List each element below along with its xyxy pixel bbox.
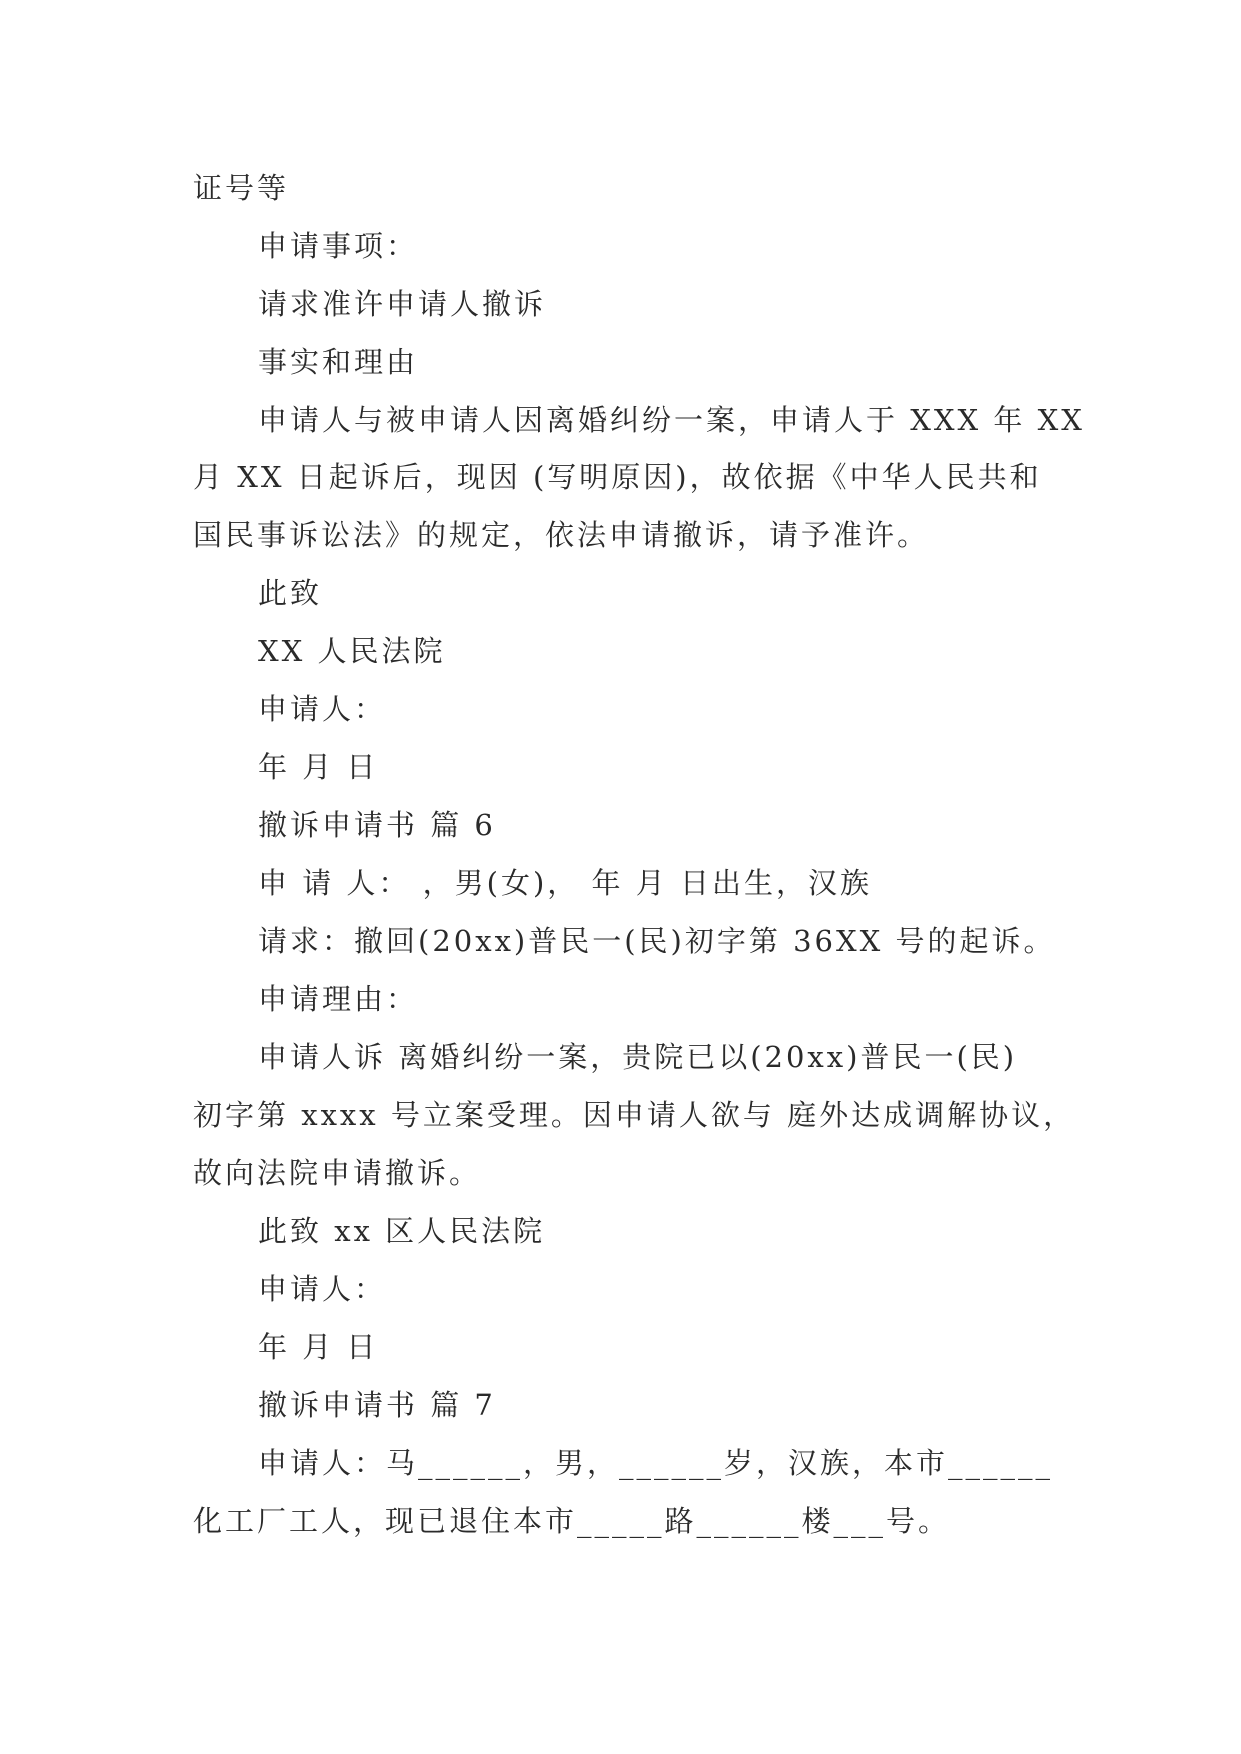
- paragraph-line: 申请人与被申请人因离婚纠纷一案，申请人于 XXX 年 XX: [258, 403, 1085, 437]
- section-title-7: 撤诉申请书 篇 7: [258, 1388, 496, 1422]
- text-line: 证号等: [193, 171, 290, 205]
- paragraph-line: 申请人诉 离婚纠纷一案，贵院已以(20xx)普民一(民): [258, 1040, 1018, 1074]
- salutation: 此致 xx 区人民法院: [258, 1214, 546, 1248]
- paragraph-line: 月 XX 日起诉后，现因 (写明原因)，故依据《中华人民共和: [193, 460, 1042, 494]
- text-line: 请求准许申请人撤诉: [258, 287, 547, 321]
- section-heading-request-items: 申请事项：: [258, 229, 419, 263]
- request-line: 请求：撤回(20xx)普民一(民)初字第 36XX 号的起诉。: [258, 924, 1056, 958]
- paragraph-line: 国民事诉讼法》的规定，依法申请撤诉，请予准许。: [193, 518, 930, 552]
- date-line: 年 月 日: [258, 1330, 379, 1364]
- paragraph-line: 故向法院申请撤诉。: [193, 1156, 482, 1190]
- applicant-info: 化工厂工人，现已退住本市_____路______楼___号。: [193, 1504, 951, 1538]
- section-heading-reasons: 申请理由：: [258, 982, 419, 1016]
- section-title-6: 撤诉申请书 篇 6: [258, 808, 496, 842]
- salutation: 此致: [258, 576, 323, 610]
- date-line: 年 月 日: [258, 750, 379, 784]
- section-heading-facts-reasons: 事实和理由: [258, 345, 419, 379]
- court-name: XX 人民法院: [258, 634, 446, 668]
- applicant-signature: 申请人：: [258, 692, 387, 726]
- applicant-info: 申请人：马______，男，______岁，汉族，本市______: [258, 1446, 1054, 1480]
- applicant-info: 申 请 人： ，男(女)， 年 月 日出生，汉族: [258, 866, 872, 900]
- applicant-signature: 申请人：: [258, 1272, 387, 1306]
- paragraph-line: 初字第 xxxx 号立案受理。因申请人欲与 庭外达成调解协议，: [193, 1098, 1076, 1132]
